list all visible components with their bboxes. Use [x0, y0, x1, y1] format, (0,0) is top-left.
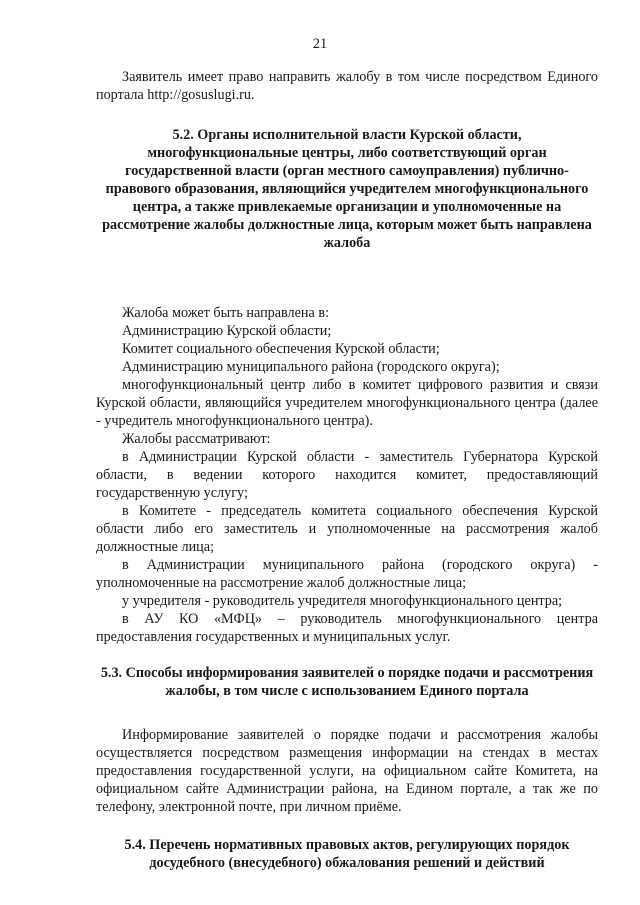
page-number: 21	[312, 36, 328, 52]
paragraph: в Администрации муниципального района (городского округа) - уполномоченные на рассмотрение жалоб должностные лица;	[96, 557, 598, 591]
section-5-4-heading: 5.4. Перечень нормативных правовых актов, регулирующих порядок досудебного (внесудебного) обжалования решений и действий	[124, 837, 570, 871]
intro-paragraph: Заявитель имеет право направить жалобу в том числе посредством Единого портала http://gosuslugi.ru.	[96, 69, 598, 103]
paragraph: в Комитете - председатель комитета социального обеспечения Курской области либо его заместитель и уполномоченные на рассмотрения жалоб должностные лица;	[96, 503, 598, 555]
section-5-3-heading: 5.3. Способы информирования заявителей о порядке подачи и рассмотрения жалобы, в том числе с использованием Единого портала	[100, 665, 594, 699]
section-5-2-heading: 5.2. Органы исполнительной власти Курской области, многофункциональные центры, либо соответствующий орган государственной власти (орган местного самоуправления) публично-правового образования, являющийся учредителем многофункционального центра, а также привлекаемые организации и уполномоченные на рассмотрение жалобы должностные лица, которым может быть направлена жалоба	[102, 127, 592, 251]
paragraph: Администрацию муниципального района (городского округа);	[122, 359, 500, 375]
paragraph: в Администрации Курской области - заместитель Губернатора Курской области, в ведении которого находится комитет, предоставляющий государственную услугу;	[96, 449, 598, 501]
paragraph: в АУ КО «МФЦ» – руководитель многофункционального центра предоставления государственных и муниципальных услуг.	[96, 611, 598, 645]
paragraph: у учредителя - руководитель учредителя многофункционального центра;	[122, 593, 563, 609]
paragraph: Администрацию Курской области;	[122, 323, 332, 339]
paragraph: Жалоба может быть направлена в:	[122, 305, 330, 321]
section-5-3-paragraph: Информирование заявителей о порядке подачи и рассмотрения жалобы осуществляется посредством размещения информации на стендах в местах предоставления государственной услуги, на официальном сайте Комитета, на официальном сайте Администрации района, на Едином портале, а так же по телефону, электронной почте, при личном приёме.	[96, 727, 598, 815]
paragraph: Комитет социального обеспечения Курской области;	[122, 341, 440, 357]
section-5-2-body	[96, 304, 598, 646]
paragraph: многофункциональный центр либо в комитет цифрового развития и связи Курской области, являющийся учредителем многофункционального центра (далее - учредитель многофункционального центра).	[96, 377, 598, 429]
page-content	[96, 68, 598, 872]
paragraph: Жалобы рассматривают:	[122, 431, 271, 447]
